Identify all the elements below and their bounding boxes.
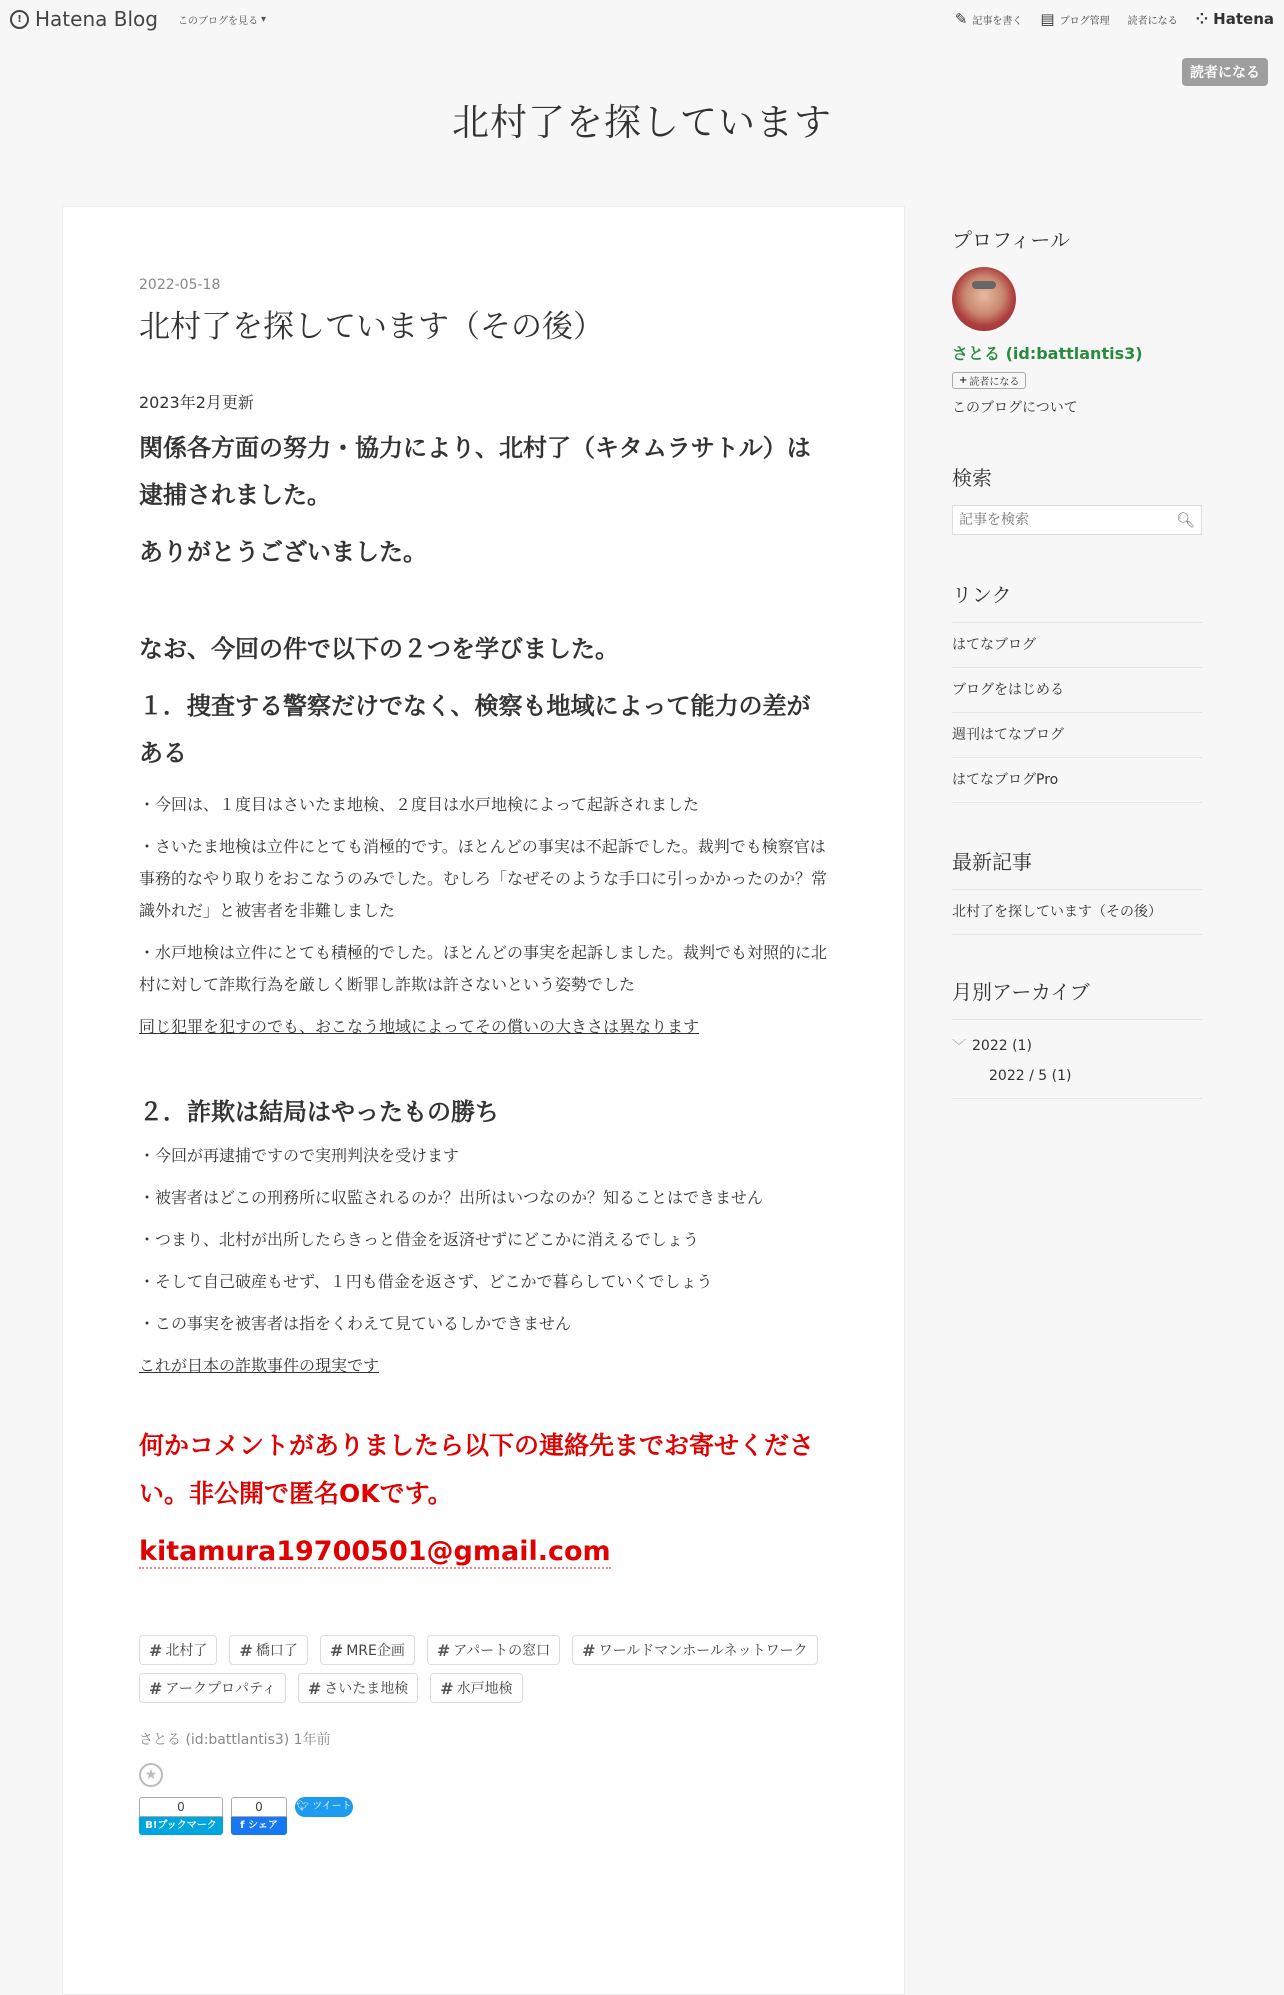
global-header [0, 0, 1284, 38]
hatena-blog-logo[interactable] [10, 7, 158, 31]
recent-title: 最新記事 [952, 850, 1032, 874]
entry-title[interactable]: 北村了を探しています（その後） [139, 309, 604, 345]
section1-line: ・さいたま地検は立件にとても消極的です。ほとんどの事実は不起訴でした。裁判でも検察官は事務的なやり取りをおこなうのみでした。むしろ「なぜそのような手口に引っかかったのか？常識外れだ」と被害者を非難しました [139, 837, 828, 921]
hash-icon: # [149, 1678, 163, 1698]
recent-list [952, 889, 1202, 935]
hash-icon: # [307, 1678, 322, 1698]
entry [139, 277, 829, 1835]
links-list [952, 622, 1202, 803]
section2-line: ・この事実を被害者は指をくわえて見ているしかできません [139, 1314, 572, 1334]
twitter-bird-icon: 🐦︎ [296, 1801, 313, 1813]
pencil-icon: ✎ [954, 10, 968, 28]
links-module [952, 579, 1202, 803]
section1-title: １．捜査する警察だけでなく、検察も地域によって能力の差がある [139, 692, 811, 768]
entry-author-line[interactable]: さとる (id:battlantis3) 1年前 [139, 1732, 331, 1749]
hash-icon: # [436, 1640, 451, 1660]
manage-blog-label: ブログ管理 [1059, 15, 1110, 27]
tag-label: MRE企画 [346, 1643, 405, 1660]
section2-conclusion: これが日本の詐欺事件の現実です [139, 1356, 380, 1376]
plus-icon: + [959, 375, 968, 386]
sidebar-link[interactable]: はてなブログ [952, 623, 1202, 668]
blog-title[interactable]: 北村了を探しています [452, 101, 832, 144]
section1-conclusion: 同じ犯罪を犯すのでも、おこなう地域によってその償いの大きさは異なります [139, 1017, 700, 1037]
write-entry-label: 記事を書く [972, 15, 1023, 27]
sidebar-subscribe-label: 読者になる [969, 377, 1020, 388]
search-icon[interactable]: 🔍︎ [1175, 511, 1195, 529]
archive-year-toggle[interactable] [952, 1036, 1202, 1056]
section2-title: ２．詐欺は結局はやったもの勝ち [139, 1098, 499, 1127]
tag-link[interactable] [430, 1673, 522, 1703]
logo-text: Hatena Blog [35, 7, 158, 31]
contact-text: 何かコメントがありましたら以下の連絡先までお寄せください。非公開で匿名OKです。 [139, 1431, 815, 1509]
tweet-label: ツイート [312, 1801, 352, 1813]
profile-title: プロフィール [952, 228, 1070, 252]
tag-link[interactable] [139, 1673, 286, 1703]
add-star-icon[interactable]: ★ [139, 1763, 163, 1787]
sidebar-subscribe-button[interactable] [952, 372, 1026, 389]
write-entry-link[interactable] [955, 10, 1023, 28]
caret-down-icon: ▾ [260, 13, 266, 25]
hatena-bookmark-button[interactable] [139, 1797, 223, 1835]
email-paragraph [139, 1528, 829, 1579]
section2-line: ・被害者はどこの刑務所に収監されるのか？出所はいつなのか？知ることはできません [139, 1188, 764, 1208]
search-input[interactable] [959, 512, 1159, 528]
hatena-dots-icon: ⁘ [1195, 10, 1209, 28]
bookmark-label: B!ブックマーク [139, 1817, 223, 1835]
document-icon: ▤ [1040, 10, 1055, 28]
search-form [952, 505, 1202, 535]
bookmark-count: 0 [139, 1797, 223, 1817]
reading-label: 読者になる [1127, 15, 1178, 27]
section2-line: ・つまり、北村が出所したらきっと借金を返済せずにどこかに消えるでしょう [139, 1230, 699, 1250]
hatena-account-menu[interactable] [1196, 10, 1274, 28]
tag-label: さいたま地検 [324, 1681, 409, 1698]
hash-icon: # [329, 1640, 344, 1660]
tag-label: 橋口了 [255, 1643, 298, 1660]
subscribe-button[interactable]: 読者になる [1182, 58, 1268, 86]
archive-year-label: 2022 (1) [972, 1038, 1032, 1054]
tag-link[interactable] [427, 1635, 560, 1665]
archive-title: 月別アーカイブ [952, 980, 1090, 1004]
chevron-down-icon: ﹀ [952, 1039, 966, 1055]
tag-link[interactable] [229, 1635, 307, 1665]
section1-line: ・今回は、１度目はさいたま地検、２度目は水戸地検によって起訴されました [139, 795, 700, 815]
facebook-icon: f [240, 1820, 249, 1832]
recent-entries-module [952, 846, 1202, 935]
tag-label: 北村了 [165, 1643, 208, 1660]
learned-heading: なお、今回の件で以下の２つを学びました。 [139, 635, 619, 664]
entry-body [139, 387, 829, 1579]
arrest-heading: 関係各方面の努力・協力により、北村了（キタムラサトル）は逮捕されました。 [139, 434, 811, 510]
links-title: リンク [952, 583, 1012, 607]
hash-icon: # [149, 1640, 163, 1660]
about-blog-link[interactable]: このブログについて [952, 400, 1078, 416]
archive-month-link[interactable]: 2022 / 5 (1) [989, 1068, 1072, 1084]
profile-name-link[interactable]: さとる (id:battlantis3) [952, 344, 1143, 363]
facebook-label-text: シェア [248, 1820, 278, 1832]
section2-line: ・今回が再逮捕ですので実刑判決を受けます [139, 1146, 460, 1166]
tag-label: ワールドマンホールネットワーク [598, 1643, 808, 1660]
search-title: 検索 [952, 466, 992, 490]
tag-link[interactable] [298, 1673, 418, 1703]
hash-icon: # [582, 1640, 596, 1660]
contact-email-link[interactable]: kitamura19700501@gmail.com [139, 1536, 611, 1568]
section1-line: ・水戸地検は立件にとても積極的でした。ほとんどの事実を起訴しました。裁判でも対照的に北村に対して詐欺行為を厳しく断罪し詐欺は許さないという姿勢でした [139, 943, 828, 995]
hatena-label: Hatena [1213, 10, 1274, 28]
hash-icon: # [440, 1678, 454, 1698]
reading-link[interactable] [1128, 12, 1178, 27]
section2-line: ・そして自己破産もせず、１円も借金を返さず、どこかで暮らしていくでしょう [139, 1272, 713, 1292]
sidebar-link[interactable]: はてなブログPro [952, 758, 1202, 803]
hatena-blog-logo-icon: ! [10, 10, 29, 29]
facebook-label [231, 1817, 287, 1835]
manage-blog-link[interactable] [1040, 10, 1109, 28]
search-module [952, 462, 1202, 535]
tag-label: 水戸地検 [456, 1681, 513, 1698]
tag-link[interactable] [320, 1635, 415, 1665]
recent-entry-link[interactable]: 北村了を探しています（その後） [952, 890, 1202, 935]
main-content [62, 206, 905, 1995]
sidebar-link[interactable]: 週刊はてなブログ [952, 713, 1202, 758]
update-note: 2023年2月更新 [139, 393, 254, 413]
thanks-heading: ありがとうございました。 [139, 538, 427, 567]
blog-menu-dropdown[interactable] [178, 12, 266, 27]
share-buttons [139, 1797, 829, 1835]
tag-link[interactable] [139, 1635, 217, 1665]
tag-label: アパートの窓口 [453, 1643, 551, 1660]
blog-menu-label: このブログを見る [177, 15, 258, 27]
entry-date[interactable]: 2022-05-18 [139, 277, 221, 293]
sidebar-link[interactable]: ブログをはじめる [952, 668, 1202, 713]
archive-module [952, 976, 1202, 1099]
profile-module [952, 224, 1202, 417]
facebook-share-button[interactable] [231, 1797, 287, 1835]
facebook-count: 0 [231, 1797, 287, 1817]
tag-label: アークプロパティ [165, 1681, 276, 1698]
hash-icon: # [239, 1640, 253, 1660]
archive-list [952, 1019, 1202, 1099]
avatar[interactable] [952, 267, 1016, 331]
tag-link[interactable] [572, 1635, 817, 1665]
entry-tags [139, 1635, 829, 1703]
tweet-button[interactable] [295, 1797, 353, 1817]
